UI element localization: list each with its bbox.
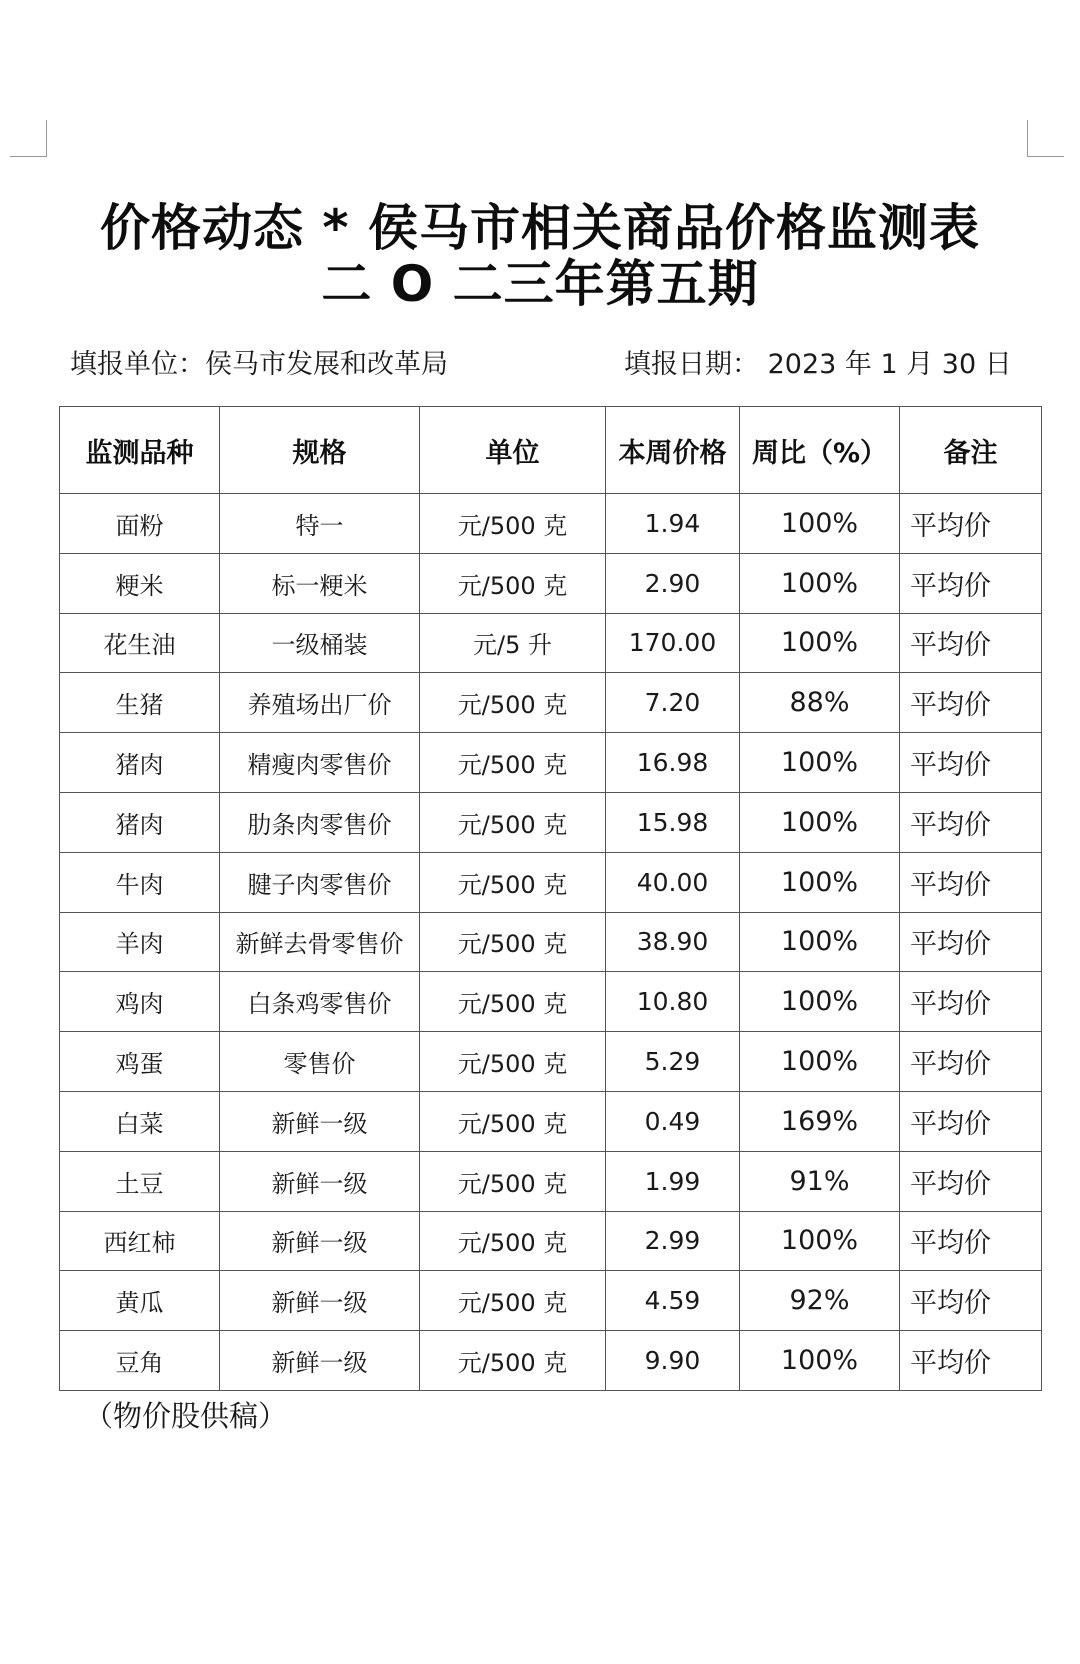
cell-spec: 新鲜一级: [220, 1211, 420, 1271]
cell-item: 粳米: [60, 553, 220, 613]
cell-price: 40.00: [606, 852, 740, 912]
crop-mark-left: [10, 120, 47, 157]
cell-spec: 白条鸡零售价: [220, 972, 420, 1032]
cell-note: 平均价: [900, 972, 1042, 1032]
cell-unit: 元/500 克: [420, 1211, 606, 1271]
cell-spec: 特一: [220, 494, 420, 554]
cell-item: 花生油: [60, 613, 220, 673]
cell-note: 平均价: [900, 1271, 1042, 1331]
cell-price: 1.94: [606, 494, 740, 554]
cell-week-ratio: 169%: [740, 1091, 900, 1151]
cell-note: 平均价: [900, 733, 1042, 793]
price-monitoring-table: [59, 406, 1042, 1391]
cell-price: 2.90: [606, 553, 740, 613]
cell-unit: 元/500 克: [420, 1032, 606, 1092]
cell-unit: 元/500 克: [420, 912, 606, 972]
cell-week-ratio: 88%: [740, 673, 900, 733]
header-note: 备注: [900, 407, 1042, 494]
table-row: [60, 1032, 1042, 1092]
reporting-unit: 填报单位：侯马市发展和改革局: [70, 349, 448, 380]
cell-price: 16.98: [606, 733, 740, 793]
cell-item: 猪肉: [60, 792, 220, 852]
cell-spec: 新鲜一级: [220, 1331, 420, 1391]
cell-item: 面粉: [60, 494, 220, 554]
cell-spec: 肋条肉零售价: [220, 792, 420, 852]
cell-week-ratio: 100%: [740, 972, 900, 1032]
page-title: 价格动态 * 侯马市相关商品价格监测表: [100, 199, 980, 257]
cell-price: 38.90: [606, 912, 740, 972]
cell-note: 平均价: [900, 1032, 1042, 1092]
cell-week-ratio: 100%: [740, 792, 900, 852]
table-row: [60, 494, 1042, 554]
header-unit: 单位: [420, 407, 606, 494]
cell-note: 平均价: [900, 673, 1042, 733]
cell-week-ratio: 100%: [740, 912, 900, 972]
header-price: 本周价格: [606, 407, 740, 494]
cell-note: 平均价: [900, 494, 1042, 554]
cell-unit: 元/500 克: [420, 733, 606, 793]
cell-price: 15.98: [606, 792, 740, 852]
cell-week-ratio: 100%: [740, 1211, 900, 1271]
cell-price: 0.49: [606, 1091, 740, 1151]
table-row: [60, 912, 1042, 972]
cell-week-ratio: 100%: [740, 852, 900, 912]
cell-note: 平均价: [900, 852, 1042, 912]
cell-note: 平均价: [900, 613, 1042, 673]
cell-spec: 养殖场出厂价: [220, 673, 420, 733]
cell-item: 鸡肉: [60, 972, 220, 1032]
cell-week-ratio: 100%: [740, 1032, 900, 1092]
cell-note: 平均价: [900, 1091, 1042, 1151]
cell-price: 2.99: [606, 1211, 740, 1271]
cell-price: 5.29: [606, 1032, 740, 1092]
cell-spec: 新鲜一级: [220, 1271, 420, 1331]
cell-spec: 新鲜去骨零售价: [220, 912, 420, 972]
cell-item: 黄瓜: [60, 1271, 220, 1331]
table-row: [60, 613, 1042, 673]
table-row: [60, 1211, 1042, 1271]
cell-spec: 新鲜一级: [220, 1091, 420, 1151]
cell-week-ratio: 100%: [740, 553, 900, 613]
header-item: 监测品种: [60, 407, 220, 494]
cell-spec: 标一粳米: [220, 553, 420, 613]
cell-unit: 元/500 克: [420, 1091, 606, 1151]
cell-unit: 元/500 克: [420, 494, 606, 554]
cell-spec: 精瘦肉零售价: [220, 733, 420, 793]
cell-price: 10.80: [606, 972, 740, 1032]
cell-week-ratio: 100%: [740, 1331, 900, 1391]
cell-note: 平均价: [900, 912, 1042, 972]
cell-week-ratio: 92%: [740, 1271, 900, 1331]
header-week-ratio: 周比（%）: [740, 407, 900, 494]
cell-unit: 元/500 克: [420, 852, 606, 912]
crop-mark-right: [1027, 120, 1064, 157]
table-row: [60, 1151, 1042, 1211]
cell-item: 生猪: [60, 673, 220, 733]
cell-spec: 腱子肉零售价: [220, 852, 420, 912]
cell-note: 平均价: [900, 1211, 1042, 1271]
cell-item: 土豆: [60, 1151, 220, 1211]
cell-spec: 新鲜一级: [220, 1151, 420, 1211]
table-row: [60, 553, 1042, 613]
cell-unit: 元/500 克: [420, 553, 606, 613]
cell-unit: 元/500 克: [420, 1331, 606, 1391]
table-row: [60, 792, 1042, 852]
table-header-row: [60, 407, 1042, 494]
cell-spec: 一级桶装: [220, 613, 420, 673]
cell-item: 白菜: [60, 1091, 220, 1151]
cell-unit: 元/5 升: [420, 613, 606, 673]
cell-item: 羊肉: [60, 912, 220, 972]
cell-week-ratio: 91%: [740, 1151, 900, 1211]
cell-unit: 元/500 克: [420, 673, 606, 733]
table-row: [60, 972, 1042, 1032]
cell-week-ratio: 100%: [740, 613, 900, 673]
cell-week-ratio: 100%: [740, 494, 900, 554]
cell-unit: 元/500 克: [420, 1151, 606, 1211]
cell-note: 平均价: [900, 1331, 1042, 1391]
table-row: [60, 1331, 1042, 1391]
cell-unit: 元/500 克: [420, 972, 606, 1032]
reporting-date: 填报日期： 2023 年 1 月 30 日: [624, 349, 1012, 380]
cell-note: 平均价: [900, 792, 1042, 852]
header-spec: 规格: [220, 407, 420, 494]
cell-spec: 零售价: [220, 1032, 420, 1092]
cell-unit: 元/500 克: [420, 792, 606, 852]
source-note: （物价股供稿）: [84, 1399, 288, 1433]
table-row: [60, 673, 1042, 733]
table-row: [60, 1091, 1042, 1151]
cell-unit: 元/500 克: [420, 1271, 606, 1331]
cell-price: 9.90: [606, 1331, 740, 1391]
cell-price: 4.59: [606, 1271, 740, 1331]
cell-note: 平均价: [900, 1151, 1042, 1211]
cell-note: 平均价: [900, 553, 1042, 613]
cell-price: 1.99: [606, 1151, 740, 1211]
cell-item: 西红柿: [60, 1211, 220, 1271]
table-row: [60, 1271, 1042, 1331]
cell-price: 170.00: [606, 613, 740, 673]
table-row: [60, 733, 1042, 793]
cell-item: 牛肉: [60, 852, 220, 912]
cell-item: 豆角: [60, 1331, 220, 1391]
table-row: [60, 852, 1042, 912]
cell-item: 鸡蛋: [60, 1032, 220, 1092]
issue-subtitle: 二 O 二三年第五期: [321, 255, 759, 313]
cell-item: 猪肉: [60, 733, 220, 793]
cell-price: 7.20: [606, 673, 740, 733]
cell-week-ratio: 100%: [740, 733, 900, 793]
